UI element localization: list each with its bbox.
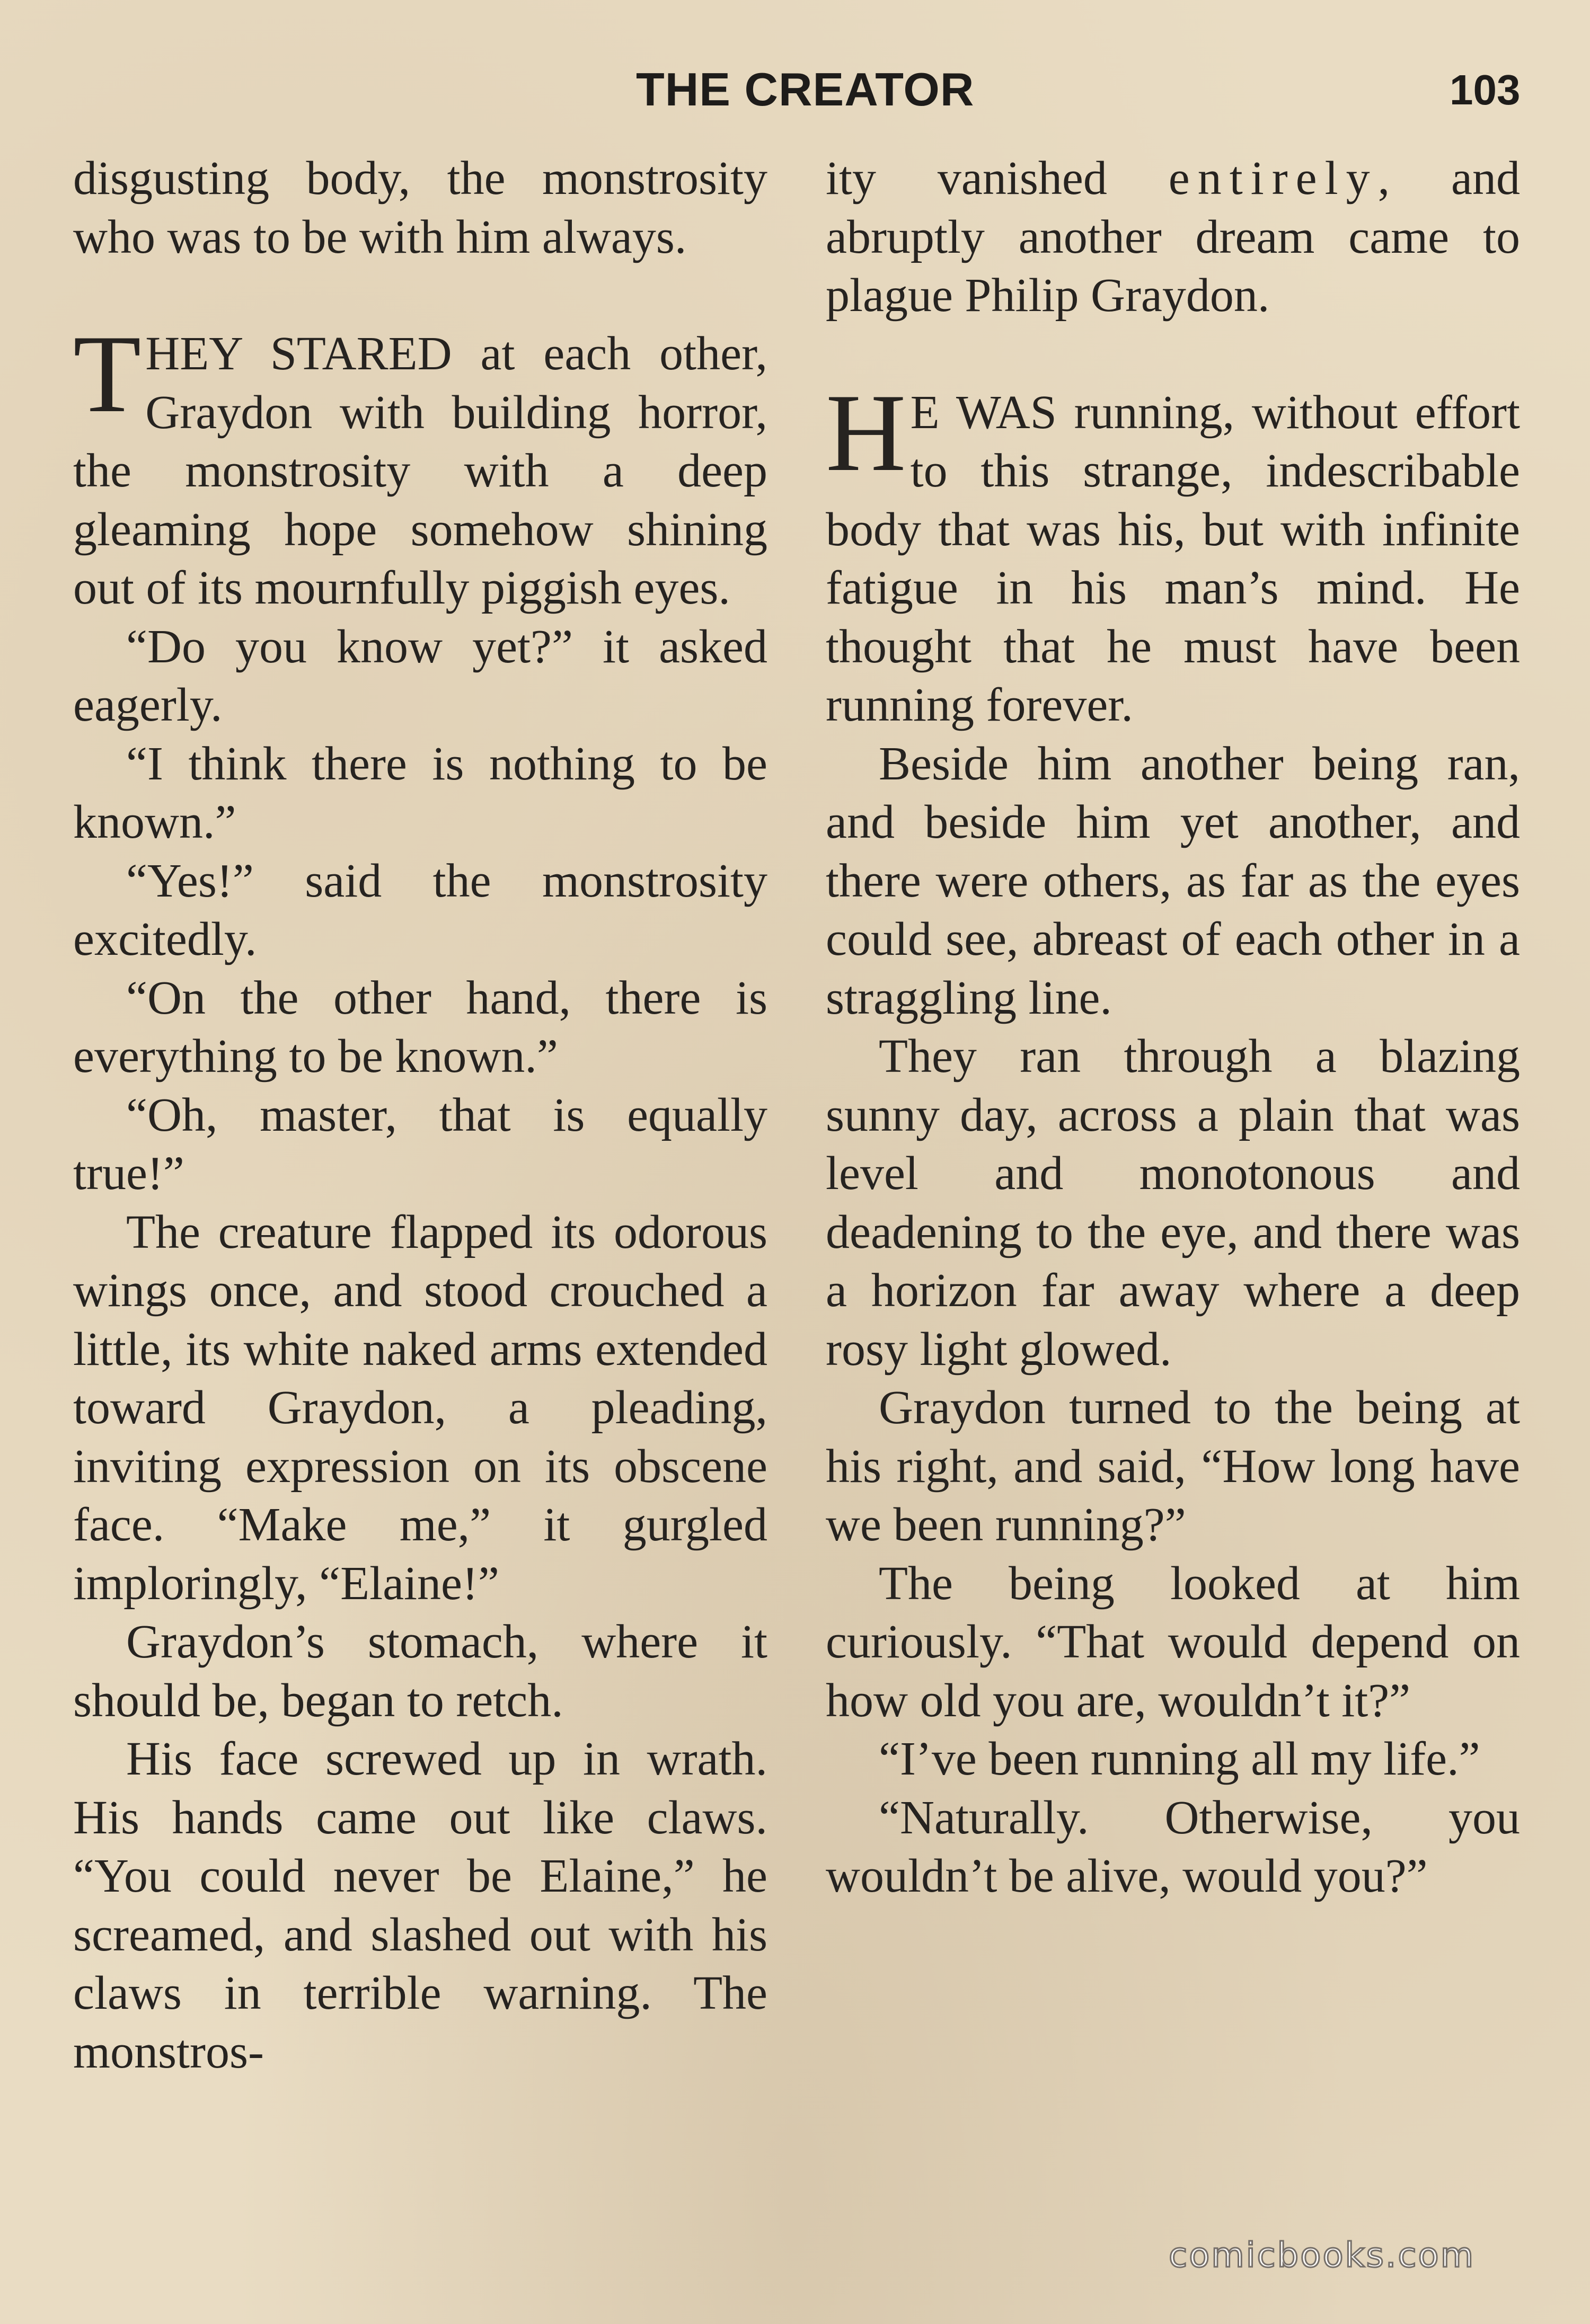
paragraph: disgusting body, the monstrosity who was to be with him always. bbox=[73, 152, 767, 263]
paragraph: Graydon turned to the being at his right, and said, “How long have we been running?” bbox=[826, 1381, 1520, 1551]
paragraph-text: ity vanished bbox=[826, 152, 1169, 205]
lead-in-caps: E WAS bbox=[910, 386, 1057, 439]
paragraph: “Do you know yet?” it asked eagerly. bbox=[73, 620, 767, 731]
drop-cap: H bbox=[826, 371, 906, 494]
paragraph-text: , and abruptly another dream came to plague Philip Graydon. bbox=[826, 152, 1520, 322]
emphasized-word: entirely bbox=[1168, 152, 1378, 205]
paragraph: “I’ve been running all my life.” bbox=[879, 1733, 1480, 1785]
paragraph: His face screwed up in wrath. His hands came out like claws. “You could never be Elaine,” he screamed, and slashed out with his claws in terrible warning. The monstros- bbox=[73, 1733, 767, 2078]
paragraph bbox=[826, 371, 1520, 735]
running-title: THE CREATOR bbox=[636, 63, 975, 116]
paragraph: “Naturally. Otherwise, you wouldn’t be alive, would you?” bbox=[826, 1791, 1520, 1902]
left-column bbox=[73, 149, 767, 2081]
paragraph: “Oh, master, that is equally true!” bbox=[73, 1088, 767, 1200]
paragraph: “On the other hand, there is everything to be known.” bbox=[73, 971, 767, 1083]
paragraph: They ran through a blazing sunny day, across a plain that was level and monotonous and deadening to the eye, and there was a horizon far away where a deep rosy light glowed. bbox=[826, 1030, 1520, 1376]
lead-in-caps: HEY STARED bbox=[145, 327, 452, 380]
right-column bbox=[826, 149, 1520, 1906]
paragraph: The creature flapped its odorous wings once, and stood crouched a little, its white naked arms extended toward Graydon, a pleading, inviting expression on its obscene face. “Make me,” it gurgled imploringly, “Elaine!” bbox=[73, 1205, 767, 1610]
paragraph: Beside him another being ran, and beside him yet another, and there were others, as far as the eyes could see, abreast of each other in a straggling line. bbox=[826, 737, 1520, 1024]
paragraph-text: running, without effort to this strange, indescribable body that was his, but with infinite fatigue in his man’s mind. He thought that he must have been running forever. bbox=[826, 386, 1520, 731]
paragraph bbox=[826, 149, 1520, 325]
paragraph: “I think there is nothing to be known.” bbox=[73, 737, 767, 848]
page-number: 103 bbox=[1450, 66, 1521, 113]
paragraph-text: at each other, Graydon with building horror, the monstrosity with a deep gleaming hope somehow shining out of its mournfully piggish eyes. bbox=[73, 327, 767, 614]
paragraph bbox=[73, 313, 767, 618]
paragraph: Graydon’s stomach, where it should be, began to retch. bbox=[73, 1616, 767, 1727]
watermark: comicbooks.com bbox=[1169, 2236, 1476, 2275]
drop-cap: T bbox=[73, 313, 142, 436]
section-break bbox=[826, 325, 1520, 384]
section-break bbox=[73, 267, 767, 325]
paragraph: The being looked at him curiously. “That would depend on how old you are, wouldn’t it?” bbox=[826, 1557, 1520, 1727]
paragraph: “Yes!” said the monstrosity excitedly. bbox=[73, 854, 767, 965]
